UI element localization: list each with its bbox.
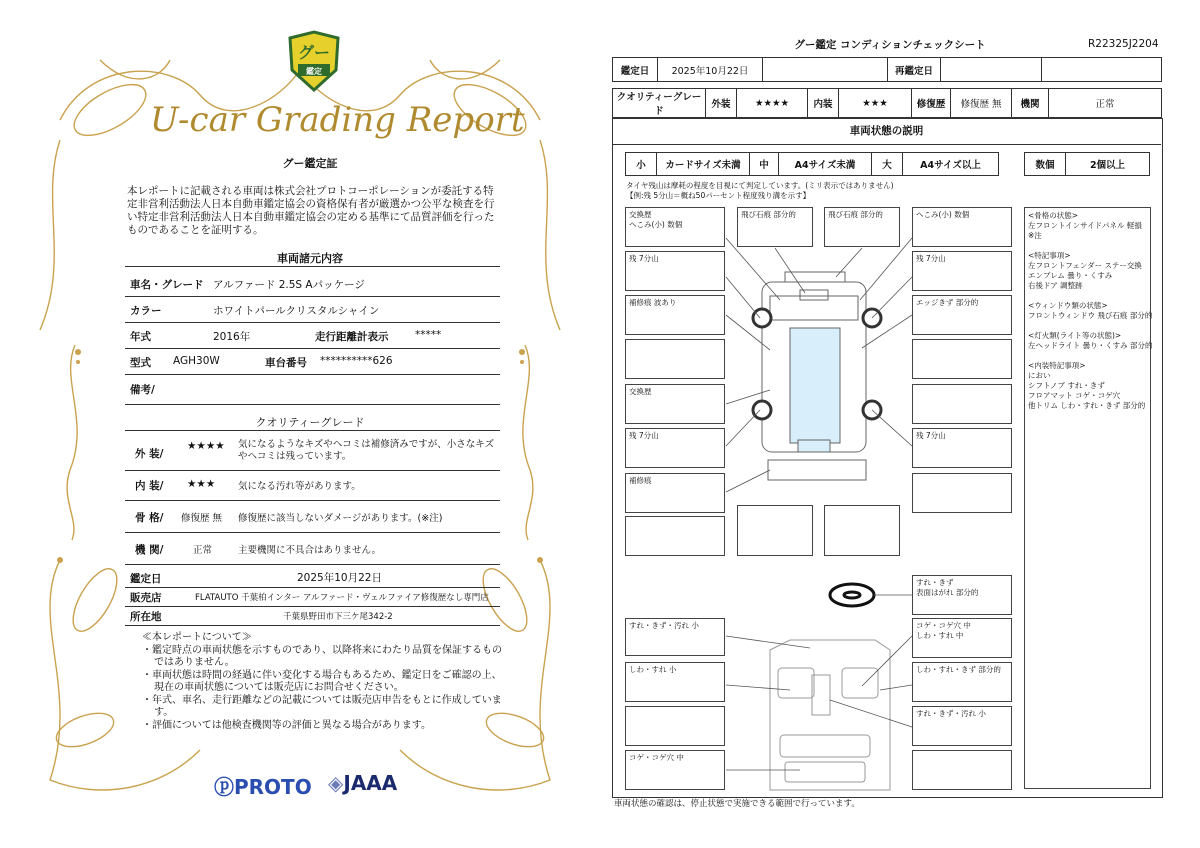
remarks-line	[1028, 321, 1147, 331]
condition-box: 残 7分山	[625, 251, 725, 291]
svg-text:グー: グー	[297, 43, 331, 62]
quality-row-exterior: 外 装/ ★★★★ 気になるようなキズやヘコミは補修済みですが、小さなキズやヘコミは残っています。	[125, 434, 500, 471]
remarks-line: 左フロントフェンダー ステー交換	[1028, 261, 1142, 270]
goo-kantei-badge-icon	[284, 30, 344, 92]
spec-row-model: 型式 AGH30W 車台番号 **********626	[125, 348, 500, 375]
remarks-line: フロントウィンドウ 飛び石痕 部分的	[1028, 311, 1153, 320]
spec-heading: 車両諸元内容	[277, 252, 343, 265]
condition-box: コゲ・コゲ穴 中	[625, 750, 725, 790]
spec-row-color: カラー ホワイトパールクリスタルシャイン	[125, 296, 500, 323]
quality-heading: クオリティーグレード	[255, 416, 365, 429]
condition-box	[912, 750, 1012, 790]
condition-box: 飛び石痕 部分的	[737, 207, 813, 247]
tire-example: 【例:残 5分山＝概ね50パーセント程度残り溝を示す】	[626, 191, 811, 200]
remarks-line	[1028, 351, 1147, 361]
condition-box: しわ・すれ・きず 部分的	[912, 662, 1012, 702]
condition-box: 飛び石痕 部分的	[824, 207, 900, 247]
remarks-line	[1028, 291, 1147, 301]
condition-box	[625, 516, 725, 556]
jaaa-logo: ◈JAAA	[328, 771, 398, 795]
remarks-line: におい	[1028, 371, 1051, 380]
condition-check-sheet	[600, 0, 1200, 848]
proto-logo: ⓟPROTO	[214, 775, 312, 799]
condition-box: へこみ(小) 数個	[912, 207, 1012, 247]
date-table: 鑑定日 2025年10月22日 再鑑定日	[612, 57, 1162, 82]
tire-note: タイヤ残山は摩耗の程度を目視にて判定しています。(ミリ表示ではありません)	[626, 181, 894, 190]
remarks-line: 左ヘッドライト 曇り・くすみ 部分的	[1028, 341, 1153, 350]
description-title: 車両状態の説明	[612, 118, 1161, 145]
condition-box: 交換歴	[625, 384, 725, 424]
footer-note: 車両状態の確認は、停止状態で実施できる範囲で行っています。	[614, 799, 860, 809]
remarks-line: <灯火類(ライト等の状態)>	[1028, 331, 1122, 340]
quality-row-interior: 内 装/ ★★★ 気になる汚れ等があります。	[125, 470, 500, 501]
condition-box: 補修痕	[625, 473, 725, 513]
remarks-line: <ウィンドウ類の状態>	[1028, 301, 1108, 310]
condition-box	[625, 706, 725, 746]
remarks-line	[1028, 241, 1147, 251]
condition-box: すれ・きず 表面はがれ 部分的	[912, 575, 1012, 615]
condition-box: 補修痕 波あり	[625, 295, 725, 335]
note-item: ・車両状態は時間の経過に伴い変化する場合もあるため、鑑定日をご確認の上、現在の車両状態については販売店にお問合せください。	[142, 669, 502, 693]
remarks-line: 他トリム しわ・すれ・きず 部分的	[1028, 401, 1146, 410]
remarks-line: フロアマット コゲ・コゲ穴	[1028, 391, 1121, 400]
svg-text:鑑定: 鑑定	[306, 67, 322, 76]
grade-table: クオリティーグレード 外装 ★★★★ 内装 ★★★ 修復歴 修復歴 無 機関 正常	[612, 88, 1162, 118]
note-item: ・評価については他検査機関等の評価と異なる場合があります。	[142, 719, 431, 731]
size-legend-table: 小 カードサイズ未満 中 A4サイズ未満 大 A4サイズ以上	[625, 152, 999, 176]
row-inspection-date: 鑑定日 2025年10月22日	[125, 568, 500, 588]
condition-box	[737, 505, 813, 556]
quality-row-engine: 機 関/ 正常 主要機関に不具合はありません。	[125, 532, 500, 565]
row-location: 所在地 千葉県野田市下三ケ尾342-2	[125, 606, 500, 626]
condition-box: コゲ・コゲ穴 中 しわ・すれ 中	[912, 618, 1012, 658]
condition-box	[824, 505, 900, 556]
condition-remarks	[1024, 207, 1151, 789]
remarks-line: <特記事項>	[1028, 251, 1071, 260]
condition-box: しわ・すれ 小	[625, 662, 725, 702]
remarks-line: <骨格の状態>	[1028, 211, 1079, 220]
report-notes	[142, 632, 502, 732]
report-title: U-car Grading Report	[150, 100, 525, 140]
spec-row-year: 年式 2016年 走行距離計表示 *****	[125, 322, 500, 349]
remarks-line: ※注	[1028, 231, 1042, 240]
count-legend-table: 数個 2個以上	[1024, 152, 1150, 176]
spec-row-name: 車名・グレード アルファード 2.5S Aパッケージ	[125, 270, 500, 297]
condition-box	[912, 473, 1012, 513]
note-item: ・年式、車名、走行距離などの記載については販売店申告をもとに作成しています。	[142, 694, 502, 718]
spec-row-remarks: 備考/	[125, 374, 500, 405]
remarks-line: 右後ドア 調整跡	[1028, 281, 1083, 290]
notes-heading: ≪本レポートについて≫	[142, 632, 252, 643]
certificate-body: 本レポートに記載される車両は株式会社プロトコーポレーションが委託する特定非営利活動法人日本自動車鑑定協会の資格保有者が厳選かつ公平な検査を行い特定非営利活動法人日本自動車鑑定協会の定める基準にて品質評価を行ったものであることを証明する。	[127, 185, 495, 236]
quality-row-frame: 骨 格/ 修復歴 無 修復歴に該当しないダメージがあります。(※注)	[125, 500, 500, 533]
certificate-heading: グー鑑定証	[282, 157, 338, 170]
remarks-line: エンブレム 曇り・くすみ	[1028, 271, 1113, 280]
note-item: ・鑑定時点の車両状態を示すものであり、以降将来にわたり品質を保証するものではありません。	[142, 644, 502, 668]
row-dealer: 販売店 FLATAUTO 千葉柏インター アルファード・ヴェルファイア修復歴なし専門店	[125, 587, 500, 607]
condition-box: 残 7分山	[912, 428, 1012, 468]
remarks-line: <内装特記事項>	[1028, 361, 1086, 370]
condition-box: 残 7分山	[912, 251, 1012, 291]
sheet-code: R22325J2204	[1088, 38, 1159, 50]
condition-box	[625, 339, 725, 379]
condition-box: 交換歴 へこみ(小) 数個	[625, 207, 725, 247]
remarks-line: シフトノブ すれ・きず	[1028, 381, 1105, 390]
condition-box	[912, 384, 1012, 424]
condition-box: 残 7分山	[625, 428, 725, 468]
condition-box: エッジきず 部分的	[912, 295, 1012, 335]
condition-box: すれ・きず・汚れ 小	[625, 618, 725, 656]
remarks-line: 左フロントインサイドパネル 軽損	[1028, 221, 1142, 230]
condition-box	[912, 339, 1012, 379]
condition-box: すれ・きず・汚れ 小	[912, 706, 1012, 746]
divider	[125, 430, 500, 431]
divider	[125, 266, 500, 267]
sheet-title: グー鑑定 コンディションチェックシート	[794, 39, 986, 51]
